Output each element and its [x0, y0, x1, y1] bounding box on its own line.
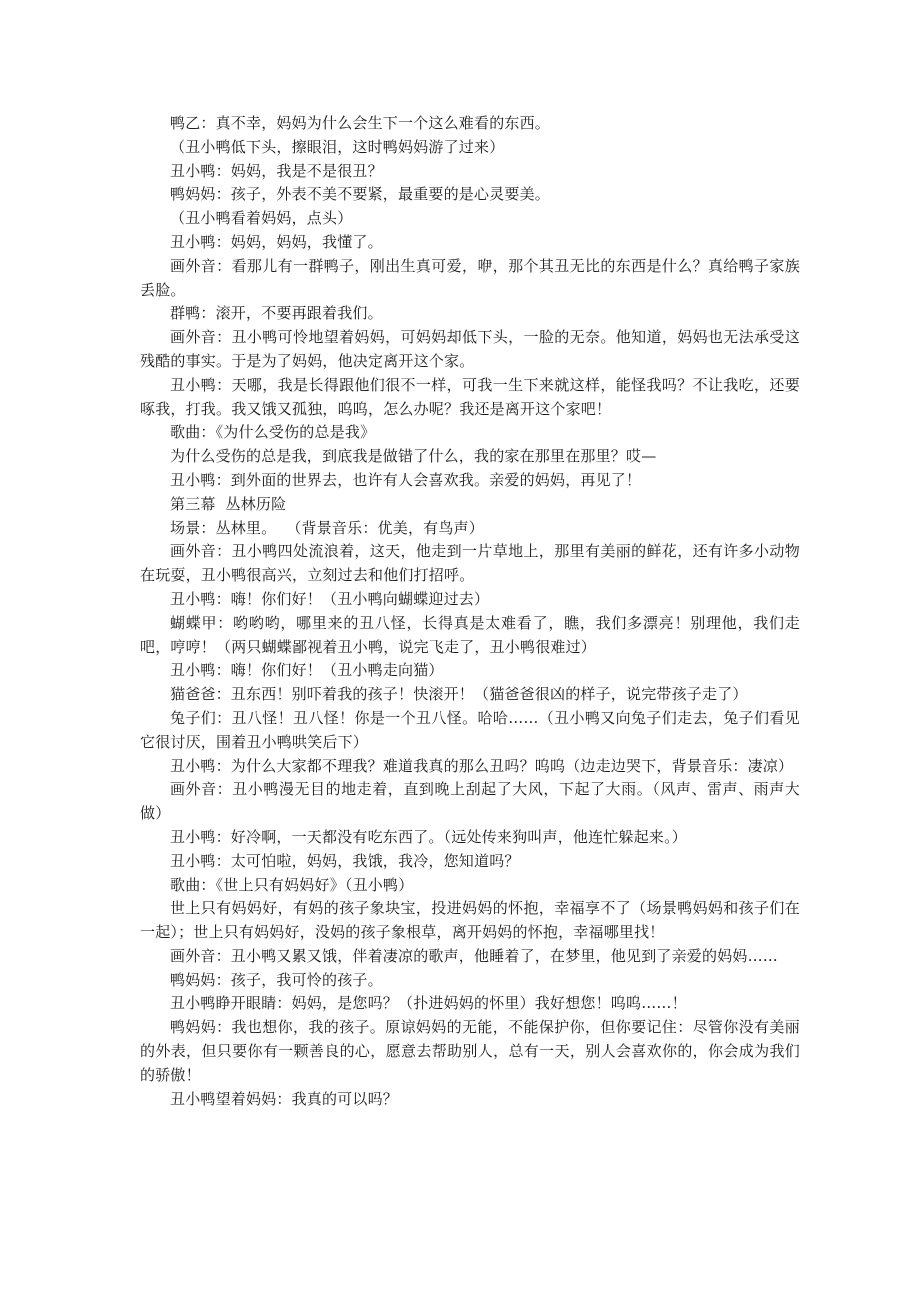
- paragraph: 鸭乙：真不幸，妈妈为什么会生下一个这么难看的东西。: [170, 114, 551, 132]
- paragraph: 画外音：丑小鸭四处流浪着，这天，他走到一片草地上，那里有美丽的鲜花，还有许多小动物在玩耍，丑小鸭很高兴，立刻过去和他们打招呼。: [140, 542, 800, 585]
- paragraph: 丑小鸭：太可怕啦，妈妈，我饿，我冷，您知道吗？: [170, 851, 520, 870]
- paragraph: 丑小鸭：妈妈，妈妈，我懂了。: [170, 232, 383, 251]
- paragraph: 群鸭：滚开，不要再跟着我们。: [170, 304, 383, 323]
- paragraph: 猫爸爸：丑东西！别吓着我的孩子！快滚开！（猫爸爸很凶的样子，说完带孩子走了）: [170, 685, 748, 704]
- paragraph: 丑小鸭：妈妈，我是不是很丑？: [170, 161, 383, 180]
- paragraph: （丑小鸭低下头，擦眼泪，这时鸭妈妈游了过来）: [170, 137, 505, 156]
- paragraph: 蝴蝶甲：哟哟哟，哪里来的丑八怪，长得真是太难看了，瞧，我们多漂亮！别理他，我们走吧，哼哼！（两只蝴蝶鄙视着丑小鸭，说完飞走了，丑小鸭很难过）: [140, 613, 800, 656]
- paragraph: 丑小鸭：为什么大家都不理我？难道我真的那么丑吗？呜呜（边走边哭下，背景音乐：凄凉）: [170, 756, 794, 775]
- paragraph: 丑小鸭：天哪，我是长得跟他们很不一样，可我一生下来就这样，能怪我吗？不让我吃，还要啄我，打我。我又饿又孤独，呜呜，怎么办呢？我还是离开这个家吧！: [140, 375, 800, 418]
- song-title: 歌曲：《为什么受伤的总是我》: [170, 423, 376, 442]
- paragraph: 画外音：看那儿有一群鸭子，刚出生真可爱，咿，那个其丑无比的东西是什么？真给鸭子家族丢脸。: [140, 256, 800, 299]
- song-lyrics: 世上只有妈妈好，有妈的孩子象块宝，投进妈妈的怀抱，幸福享不了（场景鸭妈妈和孩子们在一起）；世上只有妈妈好，没妈的孩子象根草，离开妈妈的怀抱，幸福哪里找！: [140, 899, 800, 942]
- document-body: [140, 112, 800, 1111]
- song-lyrics: 为什么受伤的总是我，到底我是做错了什么，我的家在那里在那里？哎—: [170, 447, 657, 466]
- paragraph: 兔子们：丑八怪！丑八怪！你是一个丑八怪。哈哈……（丑小鸭又向兔子们走去，兔子们看见它很讨厌，围着丑小鸭哄笑后下）: [140, 708, 800, 751]
- paragraph: 丑小鸭：到外面的世界去，也许有人会喜欢我。亲爱的妈妈，再见了！: [170, 470, 642, 489]
- paragraph: 鸭妈妈：孩子，我可怜的孩子。: [170, 970, 383, 989]
- paragraph: 丑小鸭睁开眼睛：妈妈，是您吗？（扑进妈妈的怀里）我好想您！呜呜……！: [170, 994, 687, 1013]
- paragraph: 丑小鸭：嗨！你们好！（丑小鸭走向猫）: [170, 661, 444, 680]
- song-title: 歌曲：《世上只有妈妈好》（丑小鸭）: [170, 875, 414, 894]
- scene-line: 场景：丛林里。 （背景音乐：优美，有鸟声）: [170, 518, 484, 537]
- act-heading: 第三幕 丛林历险: [170, 494, 287, 513]
- paragraph: 丑小鸭：嗨！你们好！（丑小鸭向蝴蝶迎过去）: [170, 589, 490, 608]
- paragraph: 丑小鸭望着妈妈：我真的可以吗？: [170, 1089, 399, 1108]
- paragraph: 丑小鸭：好冷啊，一天都没有吃东西了。（远处传来狗叫声，他连忙躲起来。）: [170, 827, 688, 846]
- paragraph: 鸭妈妈：我也想你，我的孩子。原谅妈妈的无能，不能保护你，但你要记住：尽管你没有美丽的外表，但只要你有一颗善良的心，愿意去帮助别人，总有一天，别人会喜欢你的，你会成为我们的骄傲！: [140, 1018, 800, 1084]
- paragraph: （丑小鸭看着妈妈，点头）: [170, 209, 353, 228]
- paragraph: 鸭妈妈：孩子，外表不美不要紧，最重要的是心灵要美。: [170, 185, 551, 204]
- paragraph: 画外音：丑小鸭漫无目的地走着，直到晚上刮起了大风，下起了大雨。（风声、雷声、雨声大做）: [140, 780, 800, 823]
- paragraph: 画外音：丑小鸭可怜地望着妈妈，可妈妈却低下头，一脸的无奈。他知道，妈妈也无法承受这残酷的事实。于是为了妈妈，他决定离开这个家。: [140, 328, 800, 370]
- paragraph: 画外音：丑小鸭又累又饿，伴着凄凉的歌声，他睡着了，在梦里，他见到了亲爱的妈妈……: [170, 946, 779, 965]
